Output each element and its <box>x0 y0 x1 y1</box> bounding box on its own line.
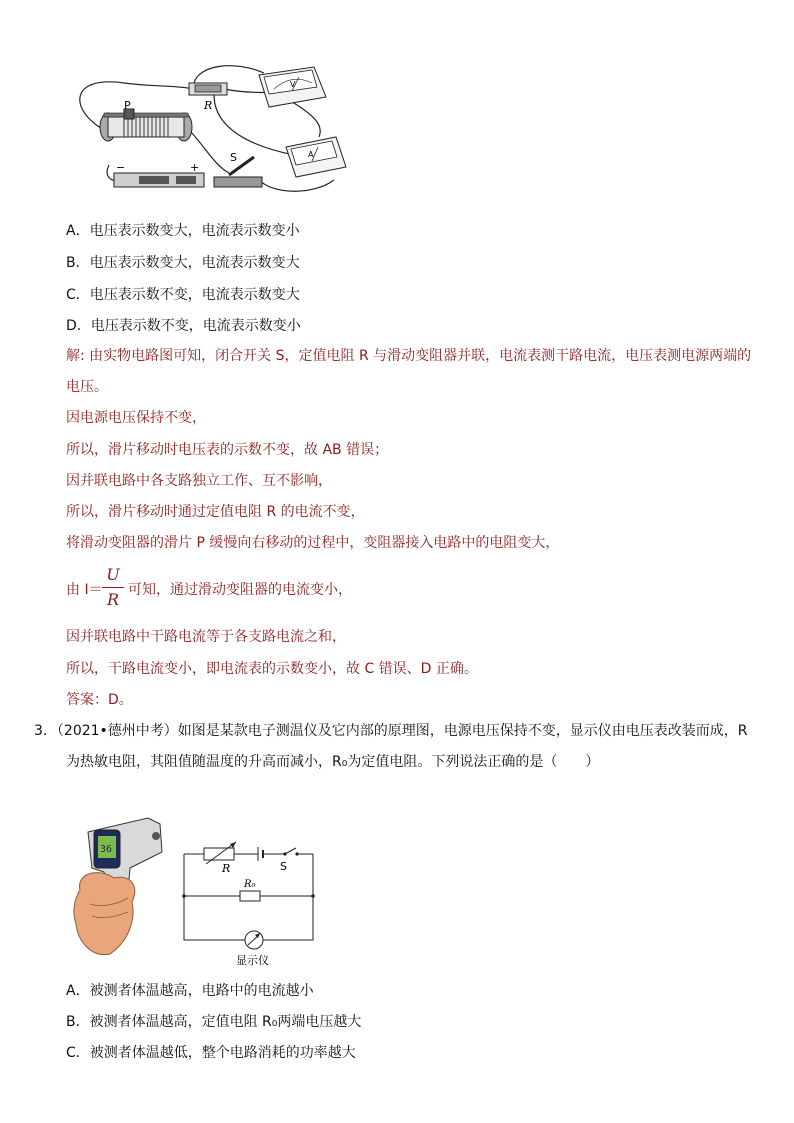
q3-option-c: C．被测者体温越低，整个电路消耗的功率越大 <box>66 1045 356 1061</box>
circuit-label-R0: R₀ <box>244 879 256 890</box>
q2-option-b: B．电压表示数变大，电流表示数变大 <box>66 255 300 271</box>
solution-line-2: 电压。 <box>66 379 108 395</box>
fraction-bar <box>102 587 124 588</box>
resistor-R0 <box>240 891 260 901</box>
display-meter-label: 显示仪 <box>236 954 269 967</box>
formula-prefix: 由 I＝ <box>66 582 103 598</box>
solution-line-9: 因并联电路中干路电流等于各支路电流之和， <box>66 629 346 645</box>
q2-option-d: D．电压表示数不变，电流表示数变小 <box>66 318 301 334</box>
q2-option-c: C．电压表示数不变，电流表示数变大 <box>66 287 300 303</box>
q3-option-a: A．被测者体温越高，电路中的电流越小 <box>66 983 314 999</box>
circuit-label-R: R <box>222 862 231 875</box>
q3-stem-line-2: 为热敏电阻，其阻值随温度的升高而减小，R₀为定值电阻。下列说法正确的是（ ） <box>66 754 600 770</box>
formula-denominator: R <box>106 590 120 609</box>
solution-line-10: 所以，干路电流变小，即电流表的示数变小，故 C 错误、D 正确。 <box>66 661 478 677</box>
solution-line-6: 所以，滑片移动时通过定值电阻 R 的电流不变， <box>66 504 365 520</box>
q2-option-a: A．电压表示数变大，电流表示数变小 <box>66 223 300 239</box>
formula-fraction <box>102 564 124 611</box>
formula-numerator: U <box>106 565 120 584</box>
solution-line-4: 所以，滑片移动时电压表的示数不变，故 AB 错误； <box>66 442 389 458</box>
resistor-label-R: R <box>204 99 213 112</box>
solution-line-7: 将滑动变阻器的滑片 P 缓慢向右移动的过程中，变阻器接入电路中的电阻变大， <box>66 535 560 551</box>
ammeter-label: A <box>308 150 314 159</box>
solution-line-3: 因电源电压保持不变， <box>66 410 206 426</box>
thermometer-screen-reading: 36 <box>100 844 113 855</box>
q3-stem-line-1: 3．（2021•德州中考）如图是某款电子测温仪及它内部的原理图，电源电压保持不变，显示仪由电压表改装而成，R <box>34 723 748 739</box>
voltmeter-label: V <box>290 80 296 89</box>
switch-S <box>285 848 296 854</box>
thermometer-gun-illustration <box>70 812 170 962</box>
solution-line-1: 解: 由实物电路图可知，闭合开关 S，定值电阻 R 与滑动变阻器并联，电流表测干路电流，电压表测电源两端的 <box>66 348 752 364</box>
battery-plus-label: + <box>190 161 200 174</box>
thermistor-circuit-diagram <box>176 838 326 968</box>
slider-label-P: P <box>124 99 131 112</box>
q3-option-b: B．被测者体温越高，定值电阻 R₀两端电压越大 <box>66 1014 362 1030</box>
solution-line-5: 因并联电路中各支路独立工作、互不影响， <box>66 473 332 489</box>
battery-minus-label: − <box>116 161 126 174</box>
solution-answer: 答案：D。 <box>66 692 133 708</box>
circuit-label-S: S <box>280 860 287 873</box>
switch-label-S: S <box>230 151 237 164</box>
physical-circuit-figure <box>64 55 364 205</box>
formula-suffix: 可知，通过滑动变阻器的电流变小， <box>128 582 352 598</box>
